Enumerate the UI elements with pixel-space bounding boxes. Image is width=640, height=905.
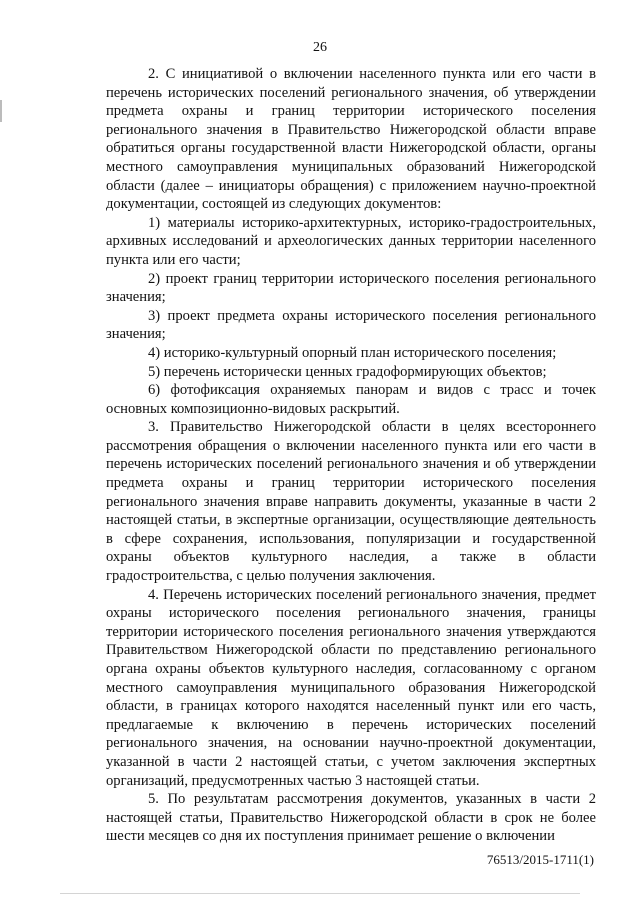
- document-code: 76513/2015-1711(1): [486, 852, 594, 867]
- scan-artifact-left: [0, 100, 2, 122]
- page-number: 26: [313, 40, 327, 55]
- paragraph-part-4: 4. Перечень исторических поселений регионального значения, предмет охраны исторического поселения регионального значения, границы территории исторического поселения регионального значения утверждаются Правительством Нижегородской области по представлению регионального органа охраны объектов культурного наследия, согласованному с органом местного самоуправления муниципального образования Нижегородской области, в границах которого находятся населенный пункт или его часть, предлагаемые к включению в перечень исторических поселений регионального значения, на основании научно-проектной документации, указанной в части 2 настоящей статьи, с учетом заключения экспертных организаций, предусмотренных частью 3 настоящей статьи.: [106, 586, 596, 789]
- list-item-reference-plan: 4) историко-культурный опорный план исторического поселения;: [148, 344, 557, 361]
- paragraph-part-2: 2. С инициативой о включении населенного пункта или его части в перечень исторических поселений регионального значения, об утверждении предмета охраны и границ территории исторического поселения регионального значения в Правительство Нижегородской области вправе обратиться органы государственной власти Нижегородской области, органы местного самоуправления муниципальных образований Нижегородской области (далее – инициаторы обращения) с приложением научно-проектной документации, состоящей из следующих документов:: [106, 66, 596, 213]
- document-body: [106, 65, 596, 846]
- paragraph-part-3: 3. Правительство Нижегородской области в целях всестороннего рассмотрения обращения о включении населенного пункта или его части в перечень исторических поселений регионального значения и об утверждении предмета охраны и границ территории исторического поселения регионального значения вправе направить документы, указанные в части 2 настоящей статьи, в экспертные организации, осуществляющие деятельность в сфере сохранения, использования, популяризации и государственной охраны объектов культурного наследия, а также в области градостроительства, с целью получения заключения.: [106, 419, 596, 585]
- list-item-protection-subject-project: 3) проект предмета охраны исторического поселения регионального значения;: [106, 307, 596, 343]
- scan-artifact-bottom: [60, 893, 580, 894]
- list-item-photo-fixation: 6) фотофиксация охраняемых панорам и видов с трасс и точек основных композиционно-видовых раскрытий.: [106, 382, 596, 417]
- list-item-materials: 1) материалы историко-архитектурных, историко-градостроительных, архивных исследований и археологических данных территории населенного пункта или его части;: [106, 214, 596, 268]
- paragraph-part-5: 5. По результатам рассмотрения документов, указанных в части 2 настоящей статьи, Правительство Нижегородской области в срок не более шести месяцев со дня их поступления принимает решение о включении: [106, 791, 596, 845]
- list-item-boundaries-project: 2) проект границ территории исторического поселения регионального значения;: [106, 270, 596, 306]
- list-item-valuable-objects: 5) перечень исторически ценных градоформирующих объектов;: [148, 363, 547, 380]
